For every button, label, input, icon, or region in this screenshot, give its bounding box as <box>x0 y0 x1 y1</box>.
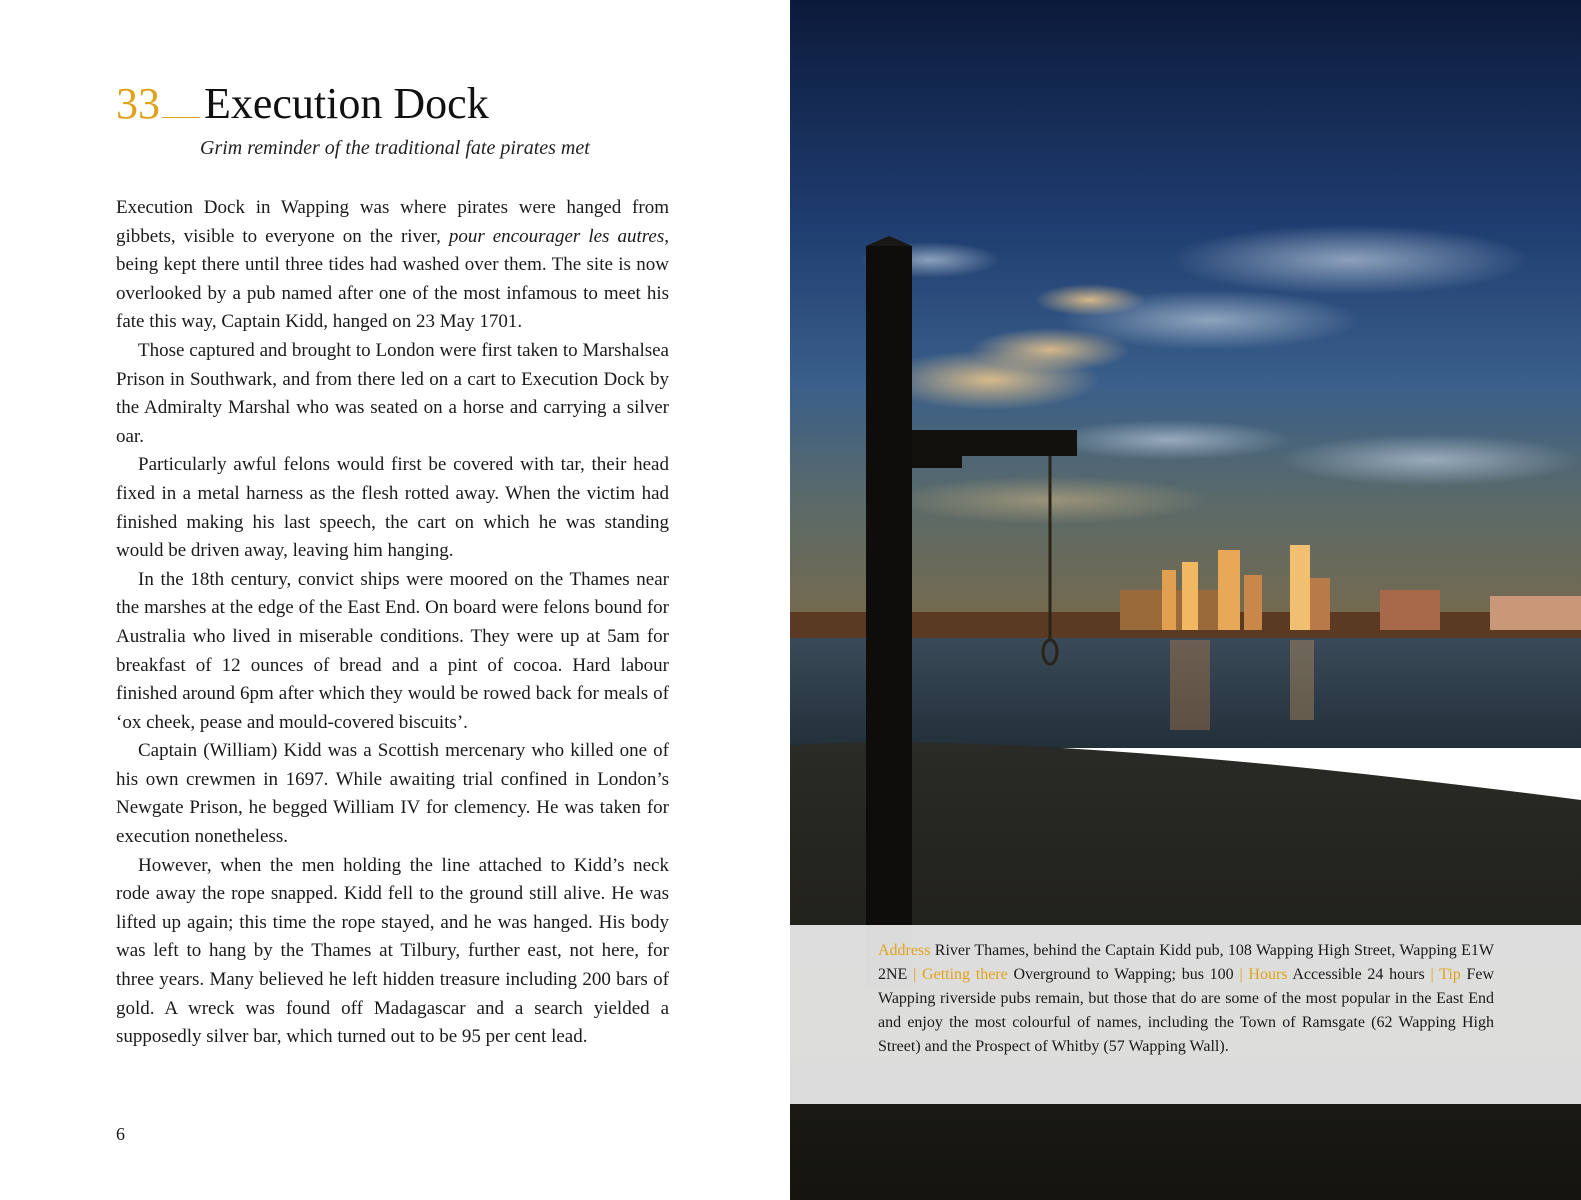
getting-there-label: Getting there <box>922 966 1008 983</box>
paragraph-2: Those captured and brought to London were first taken to Marshalsea Prison in Southwark, and from there led on a cart to Execution Dock by the Admiralty Marshal who was seated on a horse and carrying a silver oar. <box>116 339 669 447</box>
info-separator: | <box>913 966 917 983</box>
tip-value: Few Wapping riverside pubs remain, but those that do are some of the most popular in the East End and enjoy the most colourful of names, including the Town of Ramsgate (62 Wapping High Street) and the Prospect of Whitby (57 Wapping Wall). <box>878 966 1495 1055</box>
hours-label: Hours <box>1248 966 1288 983</box>
visitor-info-text <box>878 939 1494 1059</box>
paragraph-1-text-a: Execution Dock in Wapping was where pirates were hanged from gibbets, visible to everyone on the river, <box>116 197 669 247</box>
entry-number: 33 <box>116 79 160 128</box>
getting-there-value: Overground to Wapping; bus 100 <box>1013 966 1234 983</box>
visitor-info-box <box>790 925 1581 1104</box>
paragraph-6: However, when the men holding the line attached to Kidd’s neck rode away the rope snapped. Kidd fell to the ground still alive. He was lifted up again; this time the rope stayed, and he was hanged. His body was left to hang by the Thames at Tilbury, further east, not here, for three years. Many believed he left hidden treasure including 200 bars of gold. A wreck was found off Madagascar and a search yielded a supposedly silver bar, which turned out to be 95 per cent lead. <box>116 854 669 1048</box>
page-number: 6 <box>116 1124 125 1144</box>
page-subtitle: Grim reminder of the traditional fate pirates met <box>200 137 590 159</box>
paragraph-4: In the 18th century, convict ships were moored on the Thames near the marshes at the edge of the East End. On board were felons bound for Australia who lived in miserable conditions. They were up at 5am for breakfast of 12 ounces of bread and a pint of cocoa. Hard labour finished around 6pm after which they would be rowed back for meals of ‘ox cheek, pease and mould-covered biscuits’. <box>116 568 669 733</box>
paragraph-3: Particularly awful felons would first be covered with tar, their head fixed in a metal harness as the flesh rotted away. When the victim had finished making his last speech, the cart on which he was standing would be driven away, leaving him hanging. <box>116 454 669 562</box>
entry-heading <box>116 79 489 128</box>
article-body <box>116 194 669 1052</box>
heading-rule <box>162 117 200 118</box>
address-label: Address <box>878 942 931 959</box>
paragraph-1-text-b: , being kept there until three tides had washed over them. The site is now overlooked by a pub named after one of the most infamous to meet his fate this way, Captain Kidd, hanged on 23 May 1701. <box>116 225 669 333</box>
paragraph-5: Captain (William) Kidd was a Scottish mercenary who killed one of his own crewmen in 1697. While awaiting trial confined in London’s Newgate Prison, he begged William IV for clemency. He was taken for execution nonetheless. <box>116 740 669 848</box>
paragraph-1-italic-phrase: pour encourager les autres <box>448 225 665 247</box>
page-title: Execution Dock <box>204 79 489 128</box>
hours-value: Accessible 24 hours <box>1292 966 1425 983</box>
left-page <box>0 0 790 1200</box>
paragraph-1 <box>116 194 669 337</box>
info-separator: | <box>1430 966 1434 983</box>
tip-label: Tip <box>1439 966 1461 983</box>
address-value: River Thames, behind the Captain Kidd pub, 108 Wapping High Street, Wapping E1W 2NE <box>878 942 1494 983</box>
info-separator: | <box>1239 966 1243 983</box>
